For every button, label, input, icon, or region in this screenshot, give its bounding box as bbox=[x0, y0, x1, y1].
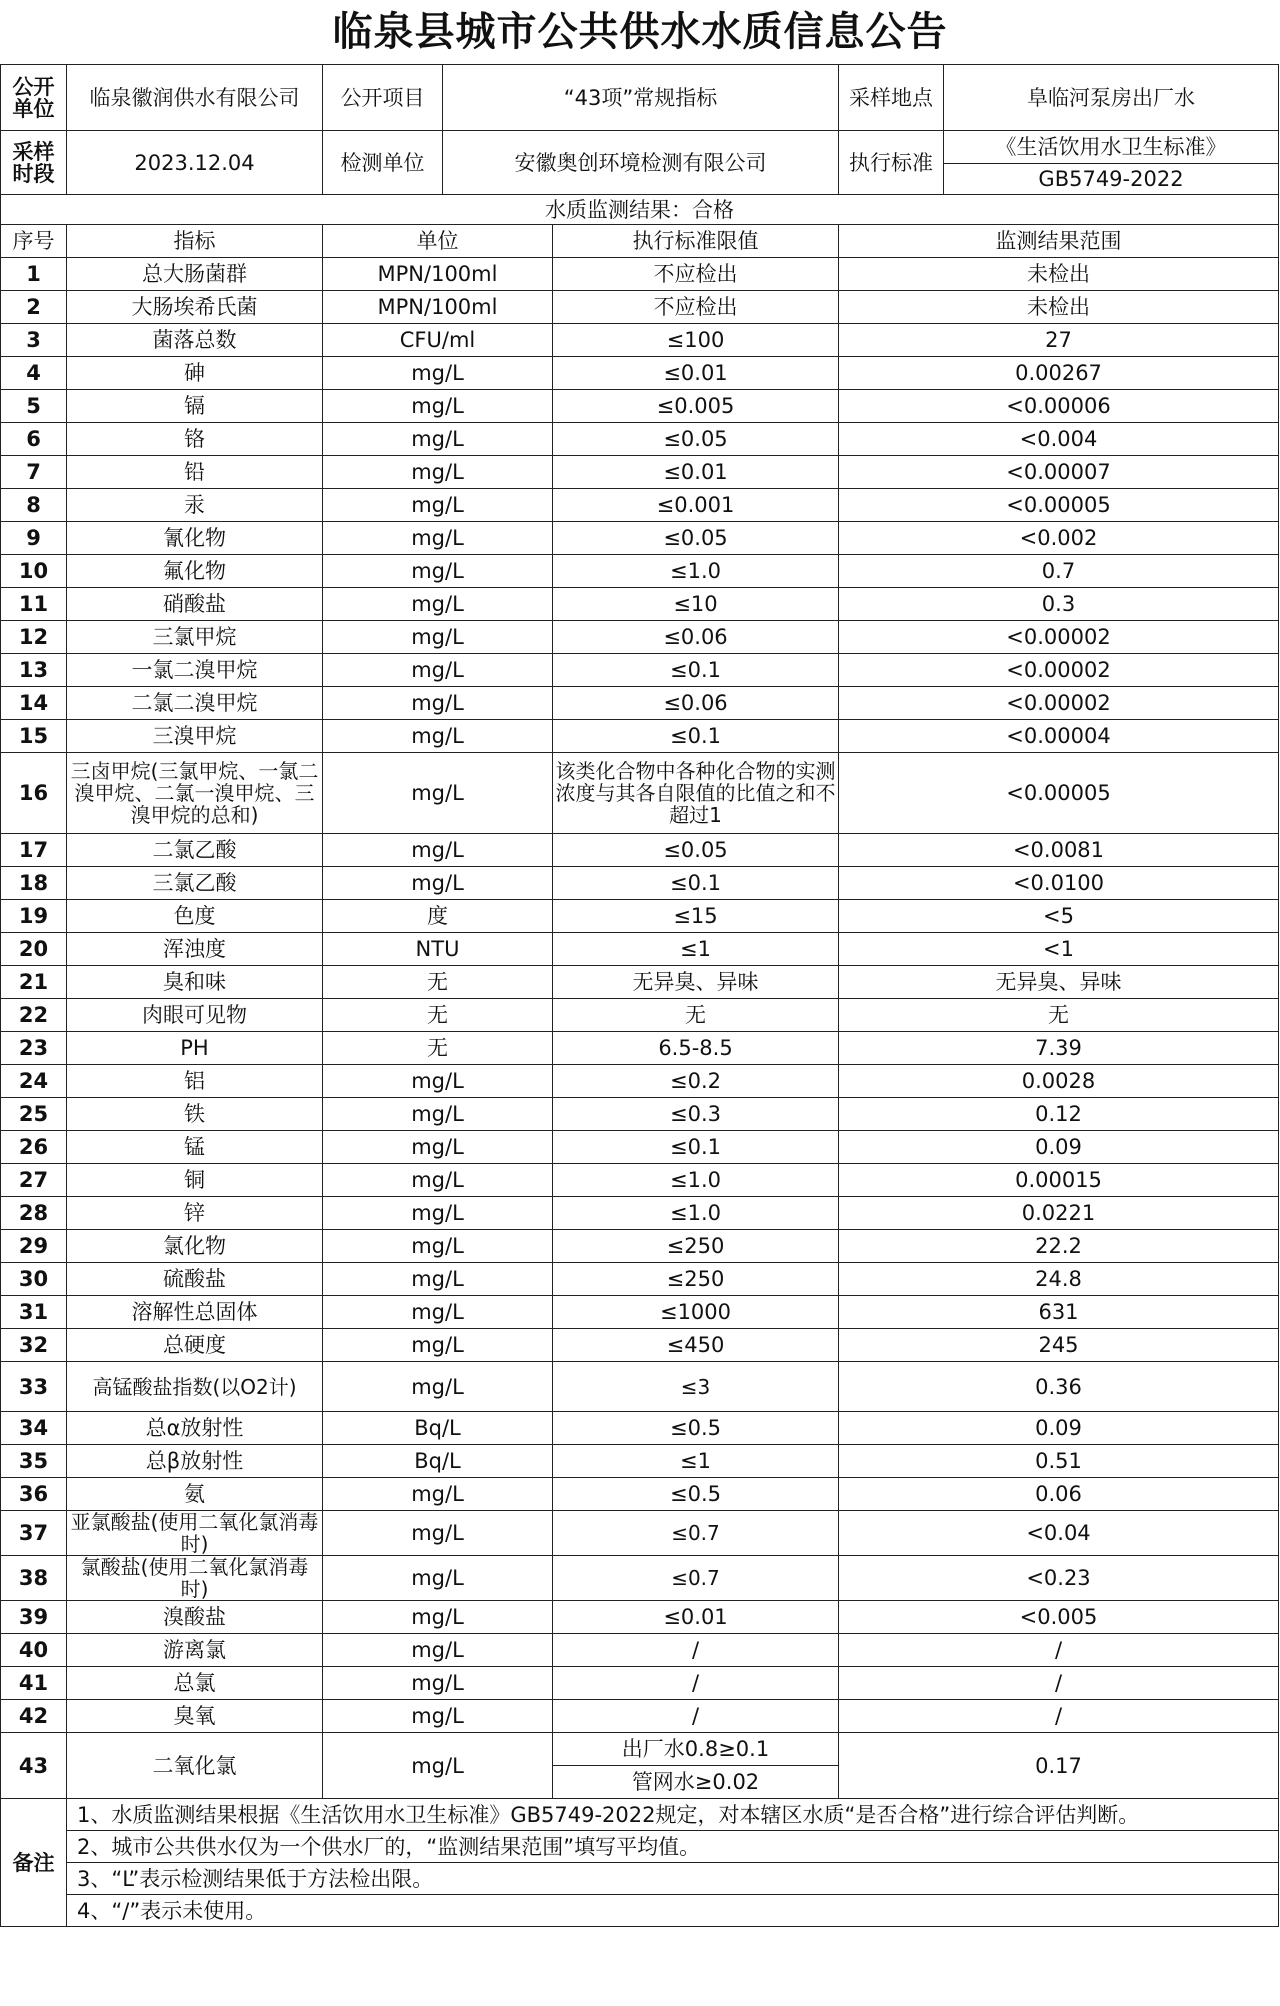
value-standard-name: 《生活饮用水卫生标准》 bbox=[944, 131, 1279, 164]
row-no: 26 bbox=[1, 1131, 67, 1164]
row-unit: Bq/L bbox=[323, 1445, 553, 1478]
row-unit: CFU/ml bbox=[323, 324, 553, 357]
table-row bbox=[1, 588, 1279, 621]
row-limit: ≤15 bbox=[553, 900, 839, 933]
row-limit: 6.5-8.5 bbox=[553, 1032, 839, 1065]
note-item: 4、“/”表示未使用。 bbox=[67, 1895, 1279, 1927]
label-test-unit: 检测单位 bbox=[323, 131, 443, 195]
row-no: 27 bbox=[1, 1164, 67, 1197]
row-limit: ≤0.1 bbox=[553, 1131, 839, 1164]
row-result: <0.002 bbox=[839, 522, 1279, 555]
row-unit: mg/L bbox=[323, 1601, 553, 1634]
row-result: <0.0081 bbox=[839, 834, 1279, 867]
row-unit: mg/L bbox=[323, 555, 553, 588]
row-limit: 不应检出 bbox=[553, 291, 839, 324]
row-no: 24 bbox=[1, 1065, 67, 1098]
row-limit: ≤0.5 bbox=[553, 1478, 839, 1511]
row-unit: mg/L bbox=[323, 1263, 553, 1296]
row-indicator: 肉眼可见物 bbox=[67, 999, 323, 1032]
row-no: 32 bbox=[1, 1329, 67, 1362]
row-result: 0.51 bbox=[839, 1445, 1279, 1478]
row-limit: / bbox=[553, 1667, 839, 1700]
row-no: 30 bbox=[1, 1263, 67, 1296]
row-unit: mg/L bbox=[323, 1556, 553, 1601]
row-result: <0.00006 bbox=[839, 390, 1279, 423]
row-unit: mg/L bbox=[323, 1164, 553, 1197]
row-limit: ≤0.1 bbox=[553, 654, 839, 687]
row-indicator: 三溴甲烷 bbox=[67, 720, 323, 753]
row-limit: ≤1000 bbox=[553, 1296, 839, 1329]
row-result: 0.00267 bbox=[839, 357, 1279, 390]
row-unit: mg/L bbox=[323, 867, 553, 900]
row-limit: 该类化合物中各种化合物的实测浓度与其各自限值的比值之和不超过1 bbox=[553, 753, 839, 834]
row-limit: ≤1.0 bbox=[553, 1164, 839, 1197]
row-indicator: 硝酸盐 bbox=[67, 588, 323, 621]
row-no: 29 bbox=[1, 1230, 67, 1263]
row-no: 8 bbox=[1, 489, 67, 522]
table-row bbox=[1, 900, 1279, 933]
row-no: 16 bbox=[1, 753, 67, 834]
row-limit: ≤250 bbox=[553, 1263, 839, 1296]
row-limit: ≤0.005 bbox=[553, 390, 839, 423]
row-no: 1 bbox=[1, 258, 67, 291]
result-summary: 水质监测结果：合格 bbox=[1, 195, 1279, 225]
table-row bbox=[1, 423, 1279, 456]
row-limit: ≤0.01 bbox=[553, 357, 839, 390]
row-limit: ≤450 bbox=[553, 1329, 839, 1362]
row-result: / bbox=[839, 1634, 1279, 1667]
table-row bbox=[1, 753, 1279, 834]
row-indicator: 总β放射性 bbox=[67, 1445, 323, 1478]
row-limit-network: 管网水≥0.02 bbox=[553, 1766, 839, 1799]
row-indicator: 砷 bbox=[67, 357, 323, 390]
table-row bbox=[1, 1329, 1279, 1362]
value-test-unit: 安徽奥创环境检测有限公司 bbox=[443, 131, 839, 195]
label-publish-item: 公开项目 bbox=[323, 65, 443, 131]
row-limit: ≤0.001 bbox=[553, 489, 839, 522]
table-row bbox=[1, 1445, 1279, 1478]
row-no: 7 bbox=[1, 456, 67, 489]
row-indicator: 铜 bbox=[67, 1164, 323, 1197]
table-row bbox=[1, 489, 1279, 522]
row-indicator: 溶解性总固体 bbox=[67, 1296, 323, 1329]
table-row bbox=[1, 1362, 1279, 1412]
row-result: 0.7 bbox=[839, 555, 1279, 588]
row-indicator: 色度 bbox=[67, 900, 323, 933]
row-unit: mg/L bbox=[323, 357, 553, 390]
row-indicator: 大肠埃希氏菌 bbox=[67, 291, 323, 324]
row-result: 631 bbox=[839, 1296, 1279, 1329]
row-unit: mg/L bbox=[323, 1197, 553, 1230]
row-result: <0.00002 bbox=[839, 654, 1279, 687]
row-unit: MPN/100ml bbox=[323, 291, 553, 324]
row-no: 38 bbox=[1, 1556, 67, 1601]
table-row bbox=[1, 999, 1279, 1032]
row-indicator: 锌 bbox=[67, 1197, 323, 1230]
row-unit: mg/L bbox=[323, 1329, 553, 1362]
row-indicator: 二氯乙酸 bbox=[67, 834, 323, 867]
row-indicator: 三卤甲烷(三氯甲烷、一氯二溴甲烷、二氯一溴甲烷、三溴甲烷的总和) bbox=[67, 753, 323, 834]
row-limit: ≤0.3 bbox=[553, 1098, 839, 1131]
row-indicator: 浑浊度 bbox=[67, 933, 323, 966]
row-limit: ≤10 bbox=[553, 588, 839, 621]
row-no: 13 bbox=[1, 654, 67, 687]
table-row bbox=[1, 933, 1279, 966]
row-limit: 无异臭、异味 bbox=[553, 966, 839, 999]
row-result: 无 bbox=[839, 999, 1279, 1032]
table-row bbox=[1, 1511, 1279, 1556]
row-no: 37 bbox=[1, 1511, 67, 1556]
column-header-row bbox=[1, 225, 1279, 258]
row-limit: ≤0.7 bbox=[553, 1556, 839, 1601]
table-row bbox=[1, 1098, 1279, 1131]
table-row bbox=[1, 966, 1279, 999]
table-row bbox=[1, 1065, 1279, 1098]
table-row bbox=[1, 555, 1279, 588]
table-row bbox=[1, 291, 1279, 324]
row-unit: NTU bbox=[323, 933, 553, 966]
table-row bbox=[1, 654, 1279, 687]
row-no: 2 bbox=[1, 291, 67, 324]
row-no: 23 bbox=[1, 1032, 67, 1065]
table-row bbox=[1, 1263, 1279, 1296]
row-result: <1 bbox=[839, 933, 1279, 966]
row-no: 3 bbox=[1, 324, 67, 357]
row-unit: mg/L bbox=[323, 1733, 553, 1799]
value-publish-item: “43项”常规指标 bbox=[443, 65, 839, 131]
row-result: <0.00002 bbox=[839, 621, 1279, 654]
row-no: 9 bbox=[1, 522, 67, 555]
table-row bbox=[1, 1634, 1279, 1667]
row-no: 39 bbox=[1, 1601, 67, 1634]
row-unit: 无 bbox=[323, 999, 553, 1032]
row-indicator: 溴酸盐 bbox=[67, 1601, 323, 1634]
row-result: 0.00015 bbox=[839, 1164, 1279, 1197]
info-row-2a bbox=[1, 131, 1279, 164]
row-limit: ≤0.06 bbox=[553, 687, 839, 720]
note-row bbox=[1, 1799, 1279, 1831]
row-no: 28 bbox=[1, 1197, 67, 1230]
row-result: 0.0221 bbox=[839, 1197, 1279, 1230]
row-indicator: 游离氯 bbox=[67, 1634, 323, 1667]
table-row bbox=[1, 1601, 1279, 1634]
row-limit: ≤0.7 bbox=[553, 1511, 839, 1556]
row-no: 17 bbox=[1, 834, 67, 867]
row-unit: mg/L bbox=[323, 1065, 553, 1098]
row-result: 0.06 bbox=[839, 1478, 1279, 1511]
row-result: <0.04 bbox=[839, 1511, 1279, 1556]
row-limit: ≤0.05 bbox=[553, 522, 839, 555]
row-indicator: 总大肠菌群 bbox=[67, 258, 323, 291]
row-no: 11 bbox=[1, 588, 67, 621]
row-indicator: 氟化物 bbox=[67, 555, 323, 588]
row-limit: ≤1.0 bbox=[553, 555, 839, 588]
row-indicator: 铅 bbox=[67, 456, 323, 489]
row-unit: mg/L bbox=[323, 1131, 553, 1164]
row-unit: mg/L bbox=[323, 687, 553, 720]
row-indicator: PH bbox=[67, 1032, 323, 1065]
row-no: 42 bbox=[1, 1700, 67, 1733]
row-result: <0.23 bbox=[839, 1556, 1279, 1601]
table-row bbox=[1, 1131, 1279, 1164]
table-row bbox=[1, 1700, 1279, 1733]
row-result: <0.0100 bbox=[839, 867, 1279, 900]
row-indicator: 总硬度 bbox=[67, 1329, 323, 1362]
row-indicator: 氯酸盐(使用二氧化氯消毒时) bbox=[67, 1556, 323, 1601]
row-indicator: 总氯 bbox=[67, 1667, 323, 1700]
row-indicator: 菌落总数 bbox=[67, 324, 323, 357]
row-no: 36 bbox=[1, 1478, 67, 1511]
table-row bbox=[1, 621, 1279, 654]
row-no: 43 bbox=[1, 1733, 67, 1799]
row-result: 未检出 bbox=[839, 258, 1279, 291]
row-indicator: 汞 bbox=[67, 489, 323, 522]
value-sample-period: 2023.12.04 bbox=[67, 131, 323, 195]
table-row bbox=[1, 324, 1279, 357]
row-unit: 度 bbox=[323, 900, 553, 933]
row-unit: 无 bbox=[323, 1032, 553, 1065]
row-no: 34 bbox=[1, 1412, 67, 1445]
row-indicator: 硫酸盐 bbox=[67, 1263, 323, 1296]
row-result: <0.004 bbox=[839, 423, 1279, 456]
table-row bbox=[1, 1032, 1279, 1065]
row-unit: mg/L bbox=[323, 621, 553, 654]
row-unit: mg/L bbox=[323, 390, 553, 423]
row-indicator: 氨 bbox=[67, 1478, 323, 1511]
row-limit-plant: 出厂水0.8≥0.1 bbox=[553, 1733, 839, 1766]
table-row bbox=[1, 357, 1279, 390]
row-no: 10 bbox=[1, 555, 67, 588]
row-limit: ≤0.1 bbox=[553, 867, 839, 900]
row-result: 0.09 bbox=[839, 1412, 1279, 1445]
row-limit: ≤0.05 bbox=[553, 834, 839, 867]
row-result: <0.00002 bbox=[839, 687, 1279, 720]
row-result: 27 bbox=[839, 324, 1279, 357]
row-unit: mg/L bbox=[323, 522, 553, 555]
row-no: 31 bbox=[1, 1296, 67, 1329]
row-indicator: 铝 bbox=[67, 1065, 323, 1098]
table-row bbox=[1, 456, 1279, 489]
row-no: 5 bbox=[1, 390, 67, 423]
row-result: <0.00005 bbox=[839, 753, 1279, 834]
row-unit: mg/L bbox=[323, 654, 553, 687]
water-quality-table bbox=[0, 64, 1279, 1927]
table-row bbox=[1, 1164, 1279, 1197]
row-result: 0.12 bbox=[839, 1098, 1279, 1131]
row-no: 20 bbox=[1, 933, 67, 966]
row-limit: ≤1 bbox=[553, 933, 839, 966]
table-row bbox=[1, 1733, 1279, 1766]
table-row bbox=[1, 1230, 1279, 1263]
row-unit: mg/L bbox=[323, 1634, 553, 1667]
row-unit: mg/L bbox=[323, 489, 553, 522]
row-result: 0.09 bbox=[839, 1131, 1279, 1164]
row-indicator: 三氯甲烷 bbox=[67, 621, 323, 654]
table-row bbox=[1, 1667, 1279, 1700]
row-indicator: 臭和味 bbox=[67, 966, 323, 999]
row-no: 4 bbox=[1, 357, 67, 390]
notes-label: 备注 bbox=[1, 1799, 67, 1927]
label-standard: 执行标准 bbox=[839, 131, 944, 195]
row-limit: ≤0.01 bbox=[553, 1601, 839, 1634]
table-row bbox=[1, 687, 1279, 720]
row-result: 未检出 bbox=[839, 291, 1279, 324]
row-limit: ≤0.5 bbox=[553, 1412, 839, 1445]
row-unit: mg/L bbox=[323, 834, 553, 867]
row-limit: / bbox=[553, 1634, 839, 1667]
row-no: 33 bbox=[1, 1362, 67, 1412]
row-limit: ≤250 bbox=[553, 1230, 839, 1263]
row-indicator: 三氯乙酸 bbox=[67, 867, 323, 900]
col-header-no: 序号 bbox=[1, 225, 67, 258]
value-standard-code: GB5749-2022 bbox=[944, 164, 1279, 195]
row-no: 41 bbox=[1, 1667, 67, 1700]
row-limit: 无 bbox=[553, 999, 839, 1032]
row-limit: ≤0.1 bbox=[553, 720, 839, 753]
row-indicator: 二氯二溴甲烷 bbox=[67, 687, 323, 720]
table-row bbox=[1, 1412, 1279, 1445]
row-unit: mg/L bbox=[323, 1296, 553, 1329]
row-limit: ≤0.06 bbox=[553, 621, 839, 654]
row-result: 24.8 bbox=[839, 1263, 1279, 1296]
row-indicator: 高锰酸盐指数(以O2计) bbox=[67, 1362, 323, 1412]
row-unit: mg/L bbox=[323, 1667, 553, 1700]
row-unit: mg/L bbox=[323, 1362, 553, 1412]
row-indicator: 锰 bbox=[67, 1131, 323, 1164]
table-row bbox=[1, 867, 1279, 900]
row-limit: ≤3 bbox=[553, 1362, 839, 1412]
row-no: 6 bbox=[1, 423, 67, 456]
row-result: <0.00007 bbox=[839, 456, 1279, 489]
row-no: 19 bbox=[1, 900, 67, 933]
label-sample-period: 采样时段 bbox=[1, 131, 67, 195]
row-no: 12 bbox=[1, 621, 67, 654]
row-unit: mg/L bbox=[323, 423, 553, 456]
row-unit: mg/L bbox=[323, 1478, 553, 1511]
note-row bbox=[1, 1831, 1279, 1863]
table-row bbox=[1, 522, 1279, 555]
row-unit: mg/L bbox=[323, 1098, 553, 1131]
label-publish-unit: 公开单位 bbox=[1, 65, 67, 131]
row-no: 25 bbox=[1, 1098, 67, 1131]
row-result: / bbox=[839, 1667, 1279, 1700]
table-row bbox=[1, 1556, 1279, 1601]
row-result: 0.0028 bbox=[839, 1065, 1279, 1098]
row-result: 245 bbox=[839, 1329, 1279, 1362]
row-indicator: 二氧化氯 bbox=[67, 1733, 323, 1799]
row-result: 7.39 bbox=[839, 1032, 1279, 1065]
value-publish-unit: 临泉徽润供水有限公司 bbox=[67, 65, 323, 131]
row-limit: ≤1 bbox=[553, 1445, 839, 1478]
row-result: <0.00004 bbox=[839, 720, 1279, 753]
row-indicator: 一氯二溴甲烷 bbox=[67, 654, 323, 687]
row-unit: 无 bbox=[323, 966, 553, 999]
row-result: <5 bbox=[839, 900, 1279, 933]
note-item: 2、城市公共供水仅为一个供水厂的，“监测结果范围”填写平均值。 bbox=[67, 1831, 1279, 1863]
row-indicator: 氰化物 bbox=[67, 522, 323, 555]
note-row bbox=[1, 1863, 1279, 1895]
row-no: 21 bbox=[1, 966, 67, 999]
row-indicator: 铬 bbox=[67, 423, 323, 456]
table-row bbox=[1, 834, 1279, 867]
row-unit: mg/L bbox=[323, 1700, 553, 1733]
row-indicator: 总α放射性 bbox=[67, 1412, 323, 1445]
col-header-indicator: 指标 bbox=[67, 225, 323, 258]
row-unit: mg/L bbox=[323, 588, 553, 621]
row-result: 0.17 bbox=[839, 1733, 1279, 1799]
table-row bbox=[1, 1197, 1279, 1230]
row-result: 0.3 bbox=[839, 588, 1279, 621]
row-no: 35 bbox=[1, 1445, 67, 1478]
table-row bbox=[1, 1296, 1279, 1329]
table-row bbox=[1, 390, 1279, 423]
row-limit: ≤1.0 bbox=[553, 1197, 839, 1230]
row-indicator: 氯化物 bbox=[67, 1230, 323, 1263]
row-unit: mg/L bbox=[323, 1511, 553, 1556]
table-row bbox=[1, 258, 1279, 291]
col-header-unit: 单位 bbox=[323, 225, 553, 258]
row-no: 18 bbox=[1, 867, 67, 900]
col-header-result: 监测结果范围 bbox=[839, 225, 1279, 258]
col-header-limit: 执行标准限值 bbox=[553, 225, 839, 258]
table-row bbox=[1, 720, 1279, 753]
row-indicator: 镉 bbox=[67, 390, 323, 423]
row-unit: Bq/L bbox=[323, 1412, 553, 1445]
row-no: 15 bbox=[1, 720, 67, 753]
note-row bbox=[1, 1895, 1279, 1927]
note-item: 3、“L”表示检测结果低于方法检出限。 bbox=[67, 1863, 1279, 1895]
row-limit: ≤0.01 bbox=[553, 456, 839, 489]
row-no: 40 bbox=[1, 1634, 67, 1667]
row-no: 14 bbox=[1, 687, 67, 720]
row-limit: / bbox=[553, 1700, 839, 1733]
row-result: 22.2 bbox=[839, 1230, 1279, 1263]
row-result: <0.00005 bbox=[839, 489, 1279, 522]
row-unit: mg/L bbox=[323, 720, 553, 753]
note-item: 1、水质监测结果根据《生活饮用水卫生标准》GB5749-2022规定，对本辖区水质“是否合格”进行综合评估判断。 bbox=[67, 1799, 1279, 1831]
info-row-1 bbox=[1, 65, 1279, 131]
row-result: 0.36 bbox=[839, 1362, 1279, 1412]
row-result: / bbox=[839, 1700, 1279, 1733]
row-indicator: 铁 bbox=[67, 1098, 323, 1131]
table-row bbox=[1, 1478, 1279, 1511]
row-result: 无异臭、异味 bbox=[839, 966, 1279, 999]
row-limit: 不应检出 bbox=[553, 258, 839, 291]
row-result: <0.005 bbox=[839, 1601, 1279, 1634]
row-unit: MPN/100ml bbox=[323, 258, 553, 291]
row-unit: mg/L bbox=[323, 753, 553, 834]
label-sample-site: 采样地点 bbox=[839, 65, 944, 131]
page-title: 临泉县城市公共供水水质信息公告 bbox=[332, 9, 948, 55]
row-limit: ≤0.05 bbox=[553, 423, 839, 456]
result-summary-row bbox=[1, 195, 1279, 225]
row-limit: ≤0.2 bbox=[553, 1065, 839, 1098]
value-sample-site: 阜临河泵房出厂水 bbox=[944, 65, 1279, 131]
row-unit: mg/L bbox=[323, 1230, 553, 1263]
row-indicator: 亚氯酸盐(使用二氧化氯消毒时) bbox=[67, 1511, 323, 1556]
row-limit: ≤100 bbox=[553, 324, 839, 357]
row-unit: mg/L bbox=[323, 456, 553, 489]
row-indicator: 臭氧 bbox=[67, 1700, 323, 1733]
row-no: 22 bbox=[1, 999, 67, 1032]
